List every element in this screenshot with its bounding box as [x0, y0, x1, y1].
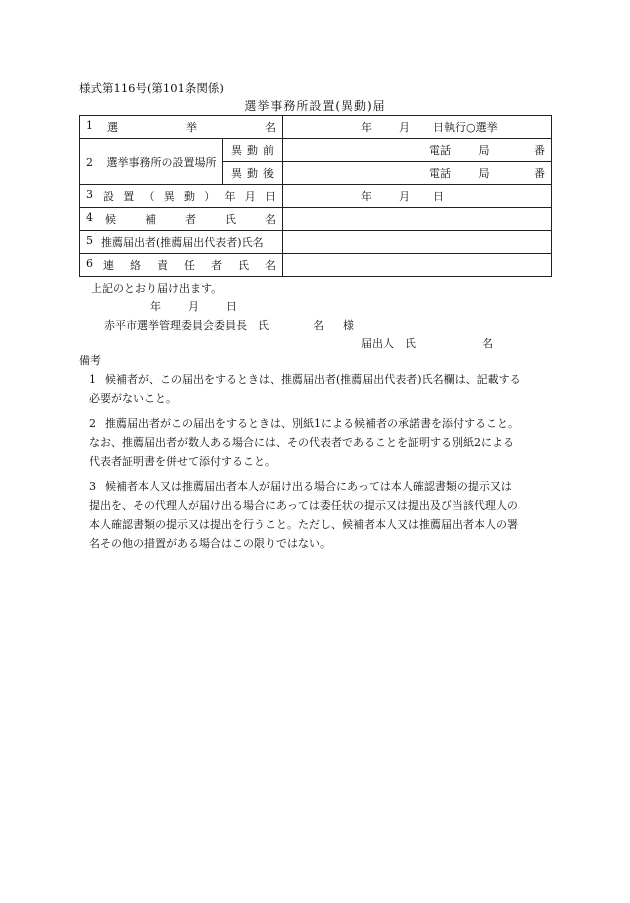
label-candidate-name: 4 候補者氏名: [80, 208, 283, 231]
row-recommender-name: [80, 231, 552, 254]
addressee: 赤平市選挙管理委員会委員長 氏 名 様: [104, 319, 354, 332]
notification-table: [79, 115, 552, 277]
form-title: 選挙事務所設置(異動)届: [244, 99, 386, 113]
label-office-location: 2 選挙事務所の設置場所: [80, 139, 223, 185]
value-election-date[interactable]: 年 月 日執行○選挙: [283, 116, 552, 139]
submission-date: 年 月 日: [150, 300, 237, 313]
label-election-name: 1 選 挙 名: [80, 116, 283, 139]
form-number: 様式第116号(第101条関係): [79, 81, 224, 95]
value-contact-person-name[interactable]: [283, 254, 552, 277]
note-item-1: 1 候補者が、この届出をするときは、推薦届出者(推薦届出代表者)氏名欄は、記載する 必要がないこと。: [89, 373, 521, 405]
value-location-before[interactable]: 電話 局 番: [283, 139, 552, 162]
label-contact-person-name: 6 連絡責任者氏名: [80, 254, 283, 277]
notes-list: [79, 370, 554, 559]
row-candidate-name: [80, 208, 552, 231]
note-item-2: 2 推薦届出者がこの届出をするときは、別紙1による候補者の承諾書を添付すること。 なお、推薦届出者が数人ある場合には、その代表者であることを証明する別紙2による 代表者証明書を併せて添付すること。: [89, 417, 519, 468]
row-contact-person-name: [80, 254, 552, 277]
value-setup-date[interactable]: 年 月 日: [283, 185, 552, 208]
value-location-after[interactable]: 電話 局 番: [283, 162, 552, 185]
row-election-name: [80, 116, 552, 139]
label-before-change: 異動前: [223, 139, 283, 162]
note-item-3: 3 候補者本人又は推薦届出者本人が届け出る場合にあっては本人確認書類の提示又は 提出を、その代理人が届け出る場合にあっては委任状の提示又は提出及び当該代理人の 本人確認書類の提示又は提出を行うこと。ただし、候補者本人又は推薦届出者本人の署 名その他の措置がある場合はこの限りではない。: [89, 480, 518, 550]
label-recommender-name: 5 推薦届出者(推薦届出代表者)氏名: [80, 231, 283, 254]
submitter: 届出人 氏 名: [361, 337, 493, 350]
notes-heading: 備考: [79, 354, 101, 367]
label-after-change: 異動後: [223, 162, 283, 185]
statement: 上記のとおり届け出ます。: [91, 282, 223, 295]
row-setup-date: [80, 185, 552, 208]
value-recommender-name[interactable]: [283, 231, 552, 254]
label-setup-date: 3 設置（異動）年月日: [80, 185, 283, 208]
value-candidate-name[interactable]: [283, 208, 552, 231]
row-office-location-before: [80, 139, 552, 162]
